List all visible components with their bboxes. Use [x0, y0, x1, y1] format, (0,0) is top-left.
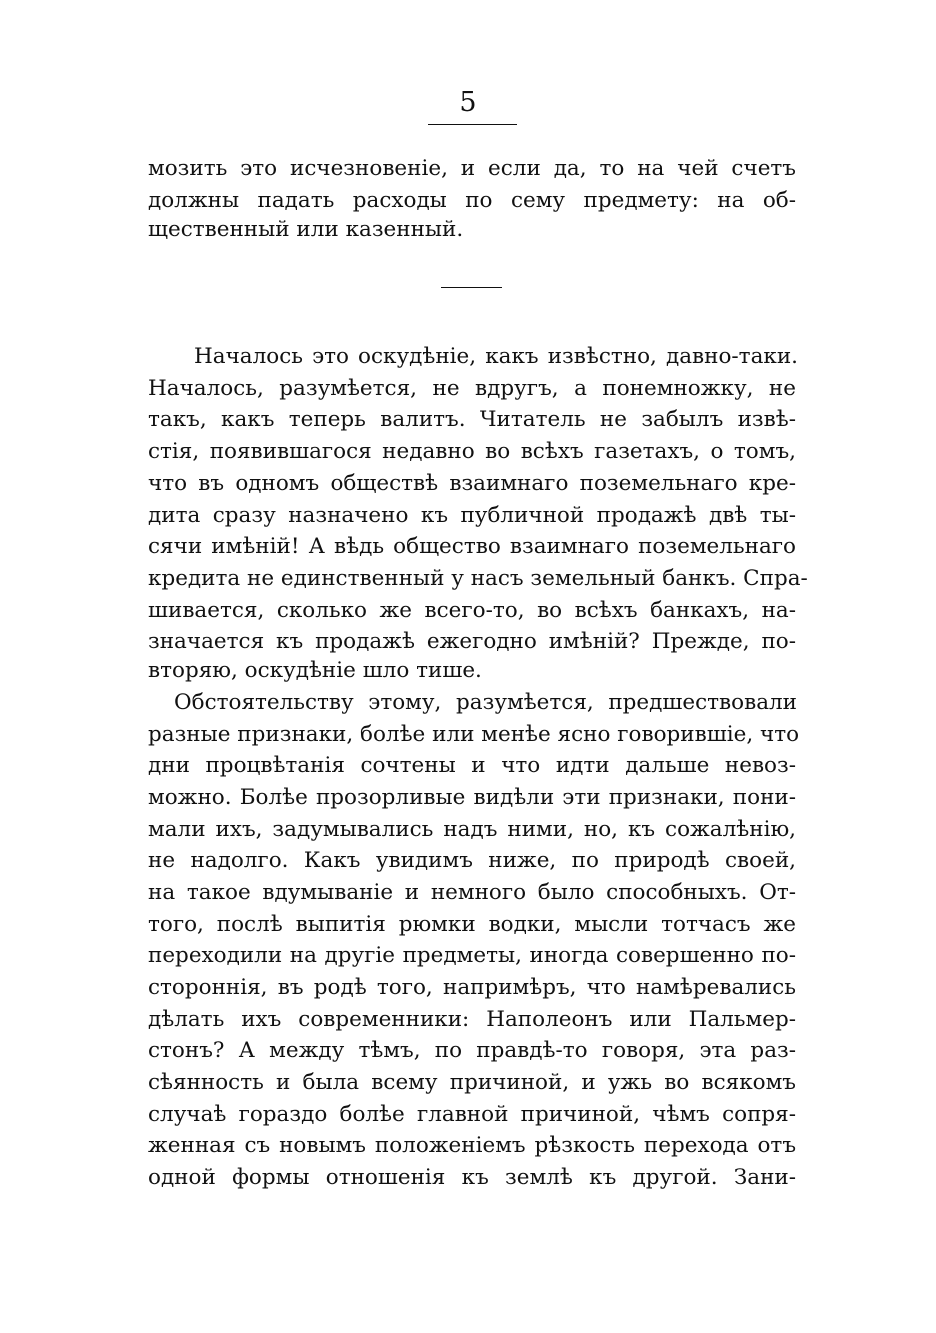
section-divider: [441, 287, 502, 288]
text-line: сячи имѣній! А вѣдь общество взаимнаго поземельнаго: [148, 534, 796, 559]
text-line: кредита не единственный у насъ земельный банкъ. Спра-: [148, 566, 808, 591]
text-line: значается къ продажѣ ежегодно имѣній? Прежде, по-: [148, 629, 796, 654]
page-number: 5: [459, 87, 477, 118]
text-line: дита сразу назначено къ публичной продажѣ двѣ ты-: [148, 503, 796, 528]
text-line: дѣлать ихъ современники: Наполеонъ или Пальмер-: [148, 1007, 796, 1032]
text-line: случаѣ гораздо болѣе главной причиной, чѣмъ сопря-: [148, 1102, 796, 1127]
text-line: что въ одномъ обществѣ взаимнаго поземельнаго кре-: [148, 471, 796, 496]
text-line: должны падать расходы по сему предмету: на об-: [148, 188, 796, 213]
text-line: Началось, разумѣется, не вдругъ, а понемножку, не: [148, 376, 796, 401]
text-line: стороннія, въ родѣ того, напримѣръ, что намѣревались: [148, 975, 796, 1000]
text-line: щественный или казенный.: [148, 217, 464, 242]
text-line: мали ихъ, задумывались надъ ними, но, къ сожалѣнію,: [148, 817, 796, 842]
text-line: можно. Болѣе прозорливые видѣли эти признаки, пони-: [148, 785, 796, 810]
text-line: такъ, какъ теперь валитъ. Читатель не забылъ извѣ-: [148, 407, 796, 432]
text-line: того, послѣ выпитія рюмки водки, мысли тотчасъ же: [148, 912, 796, 937]
text-line: вторяю, оскудѣніе шло тише.: [148, 658, 482, 683]
text-line: мозить это исчезновеніе, и если да, то на чей счетъ: [148, 156, 796, 181]
text-line: шивается, сколько же всего-то, во всѣхъ банкахъ, на-: [148, 598, 796, 623]
text-line: дни процвѣтанія сочтены и что идти дальше невоз-: [148, 753, 796, 778]
paragraph-first-line: Обстоятельству этому, разумѣется, предшествовали: [174, 690, 797, 715]
text-line: стія, появившагося недавно во всѣхъ газетахъ, о томъ,: [148, 439, 796, 464]
text-line: стонъ? А между тѣмъ, по правдѣ-то говоря, эта раз-: [148, 1038, 796, 1063]
text-line: переходили на другіе предметы, иногда совершенно по-: [148, 943, 796, 968]
page-number-rule: [428, 124, 517, 125]
text-line: одной формы отношенія къ землѣ къ другой. Зани-: [148, 1165, 796, 1190]
text-line: сѣянность и была всему причиной, и ужь во всякомъ: [148, 1070, 796, 1095]
text-line: женная съ новымъ положеніемъ рѣзкость перехода отъ: [148, 1133, 796, 1158]
text-line: разные признаки, болѣе или менѣе ясно говорившіе, что: [148, 722, 800, 747]
text-line: на такое вдумываніе и немного было способныхъ. От-: [148, 880, 796, 905]
text-line: не надолго. Какъ увидимъ ниже, по природѣ своей,: [148, 848, 796, 873]
paragraph-first-line: Началось это оскудѣніе, какъ извѣстно, давно-таки.: [194, 344, 798, 369]
